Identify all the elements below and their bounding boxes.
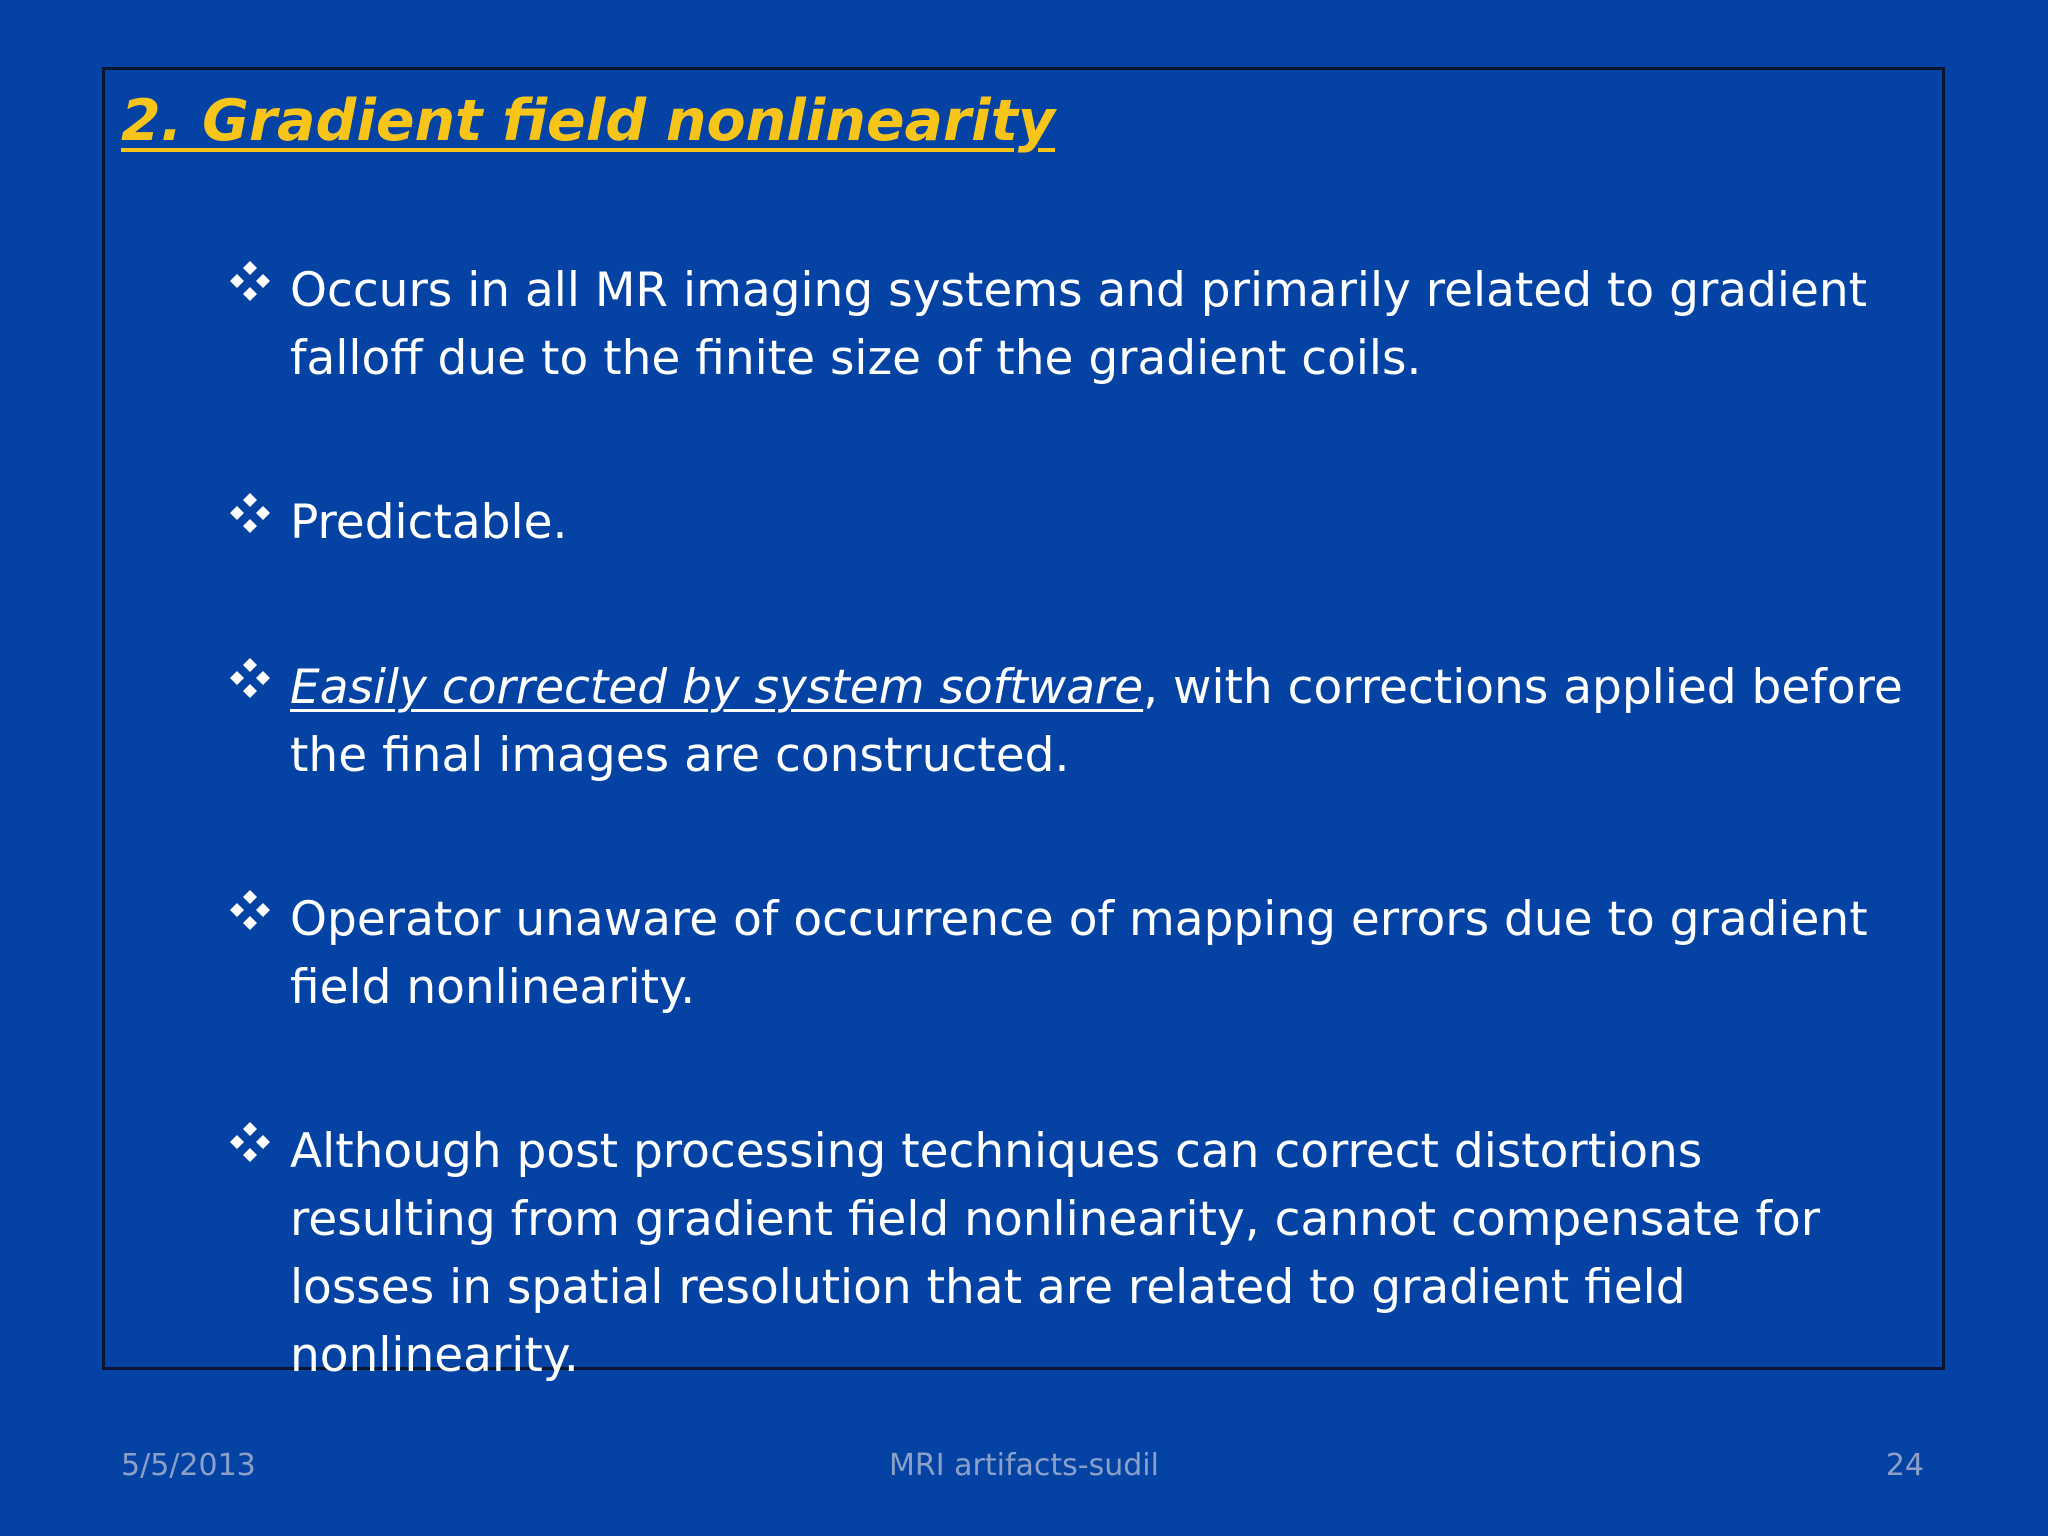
bullet-item bbox=[228, 654, 1918, 790]
bullet-text: Operator unaware of occurrence of mapping errors due to gradient field nonlinearity. bbox=[290, 892, 1868, 1015]
bullet-text: Occurs in all MR imaging systems and primarily related to gradient falloff due to the finite size of the gradient coils. bbox=[290, 263, 1868, 386]
diamond-four-bullet-icon bbox=[228, 1120, 272, 1164]
diamond-four-bullet-icon bbox=[228, 656, 272, 700]
bullet-emphasis: Easily corrected by system software bbox=[290, 660, 1144, 715]
diamond-four-bullet-icon bbox=[228, 259, 272, 303]
bullet-item bbox=[228, 886, 1918, 1022]
bullet-item bbox=[228, 489, 1918, 557]
bullet-text-rest: , with corrections applied before the final images are constructed. bbox=[290, 660, 1903, 783]
bullet-text bbox=[290, 654, 1918, 790]
bullet-item bbox=[228, 1118, 1918, 1390]
footer-title: MRI artifacts-sudil bbox=[889, 1448, 1159, 1483]
bullet-text: Although post processing techniques can correct distortions resulting from gradient field nonlinearity, cannot compensate for losses in spatial resolution that are related to gradient field nonlinearity. bbox=[290, 1124, 1821, 1383]
footer-date: 5/5/2013 bbox=[121, 1448, 256, 1483]
bullet-text: Predictable. bbox=[290, 495, 568, 550]
slide-title: 2. Gradient field nonlinearity bbox=[121, 88, 1056, 154]
bullet-item bbox=[228, 257, 1918, 393]
page-number: 24 bbox=[1885, 1448, 1924, 1483]
diamond-four-bullet-icon bbox=[228, 491, 272, 535]
diamond-four-bullet-icon bbox=[228, 888, 272, 932]
